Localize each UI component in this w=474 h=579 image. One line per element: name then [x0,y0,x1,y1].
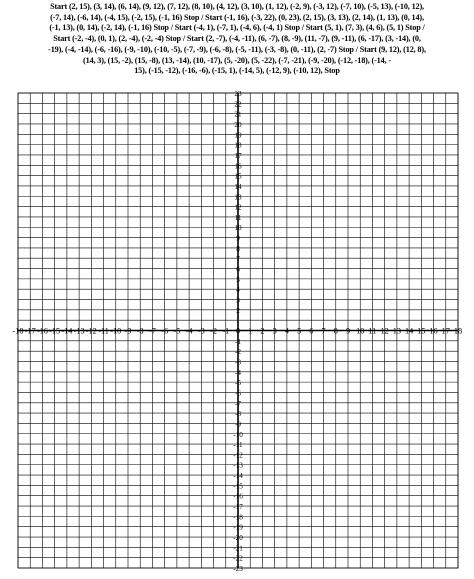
x-tick-label: 8 [333,326,338,336]
instruction-line: (-1, 13), (0, 14), (-2, 14), (-1, 16) Stop / Start (-4, 1), (-7, 1), (-4, 6), (-4, 1) Stop / Start (5, 1), (7, 3), (4, 6), (5, 1) Stop / [49,23,425,33]
x-tick-label: 1 [248,326,253,336]
y-tick-label: 4 [236,286,240,295]
x-tick-label: 13 [392,326,401,336]
x-tick-label: 15 [417,326,426,336]
y-tick-label: -1 [235,337,241,346]
y-tick-label: -16 [233,492,243,501]
x-tick-label: -6 [161,326,169,336]
y-tick-label: 17 [234,151,242,160]
y-tick-label: 23 [234,90,242,98]
x-tick-label: -16 [36,326,48,336]
y-tick-label: -22 [233,554,243,563]
y-tick-label: -23 [233,565,243,573]
y-tick-label: -8 [235,410,241,419]
x-tick-label: 11 [368,326,377,336]
x-tick-label: 7 [321,326,326,336]
instruction-line: 15), (-15, -12), (-16, -6), (-15, 1), (-14, 5), (-12, 9), (-10, 12), Stop [134,66,340,76]
y-tick-label: -2 [235,348,241,357]
x-tick-label: -10 [110,326,122,336]
y-tick-label: -4 [235,368,241,377]
x-tick-label: -11 [98,326,109,336]
y-tick-label: -7 [235,399,241,408]
x-tick-label: -14 [61,326,73,336]
y-tick-label: -3 [235,358,241,367]
y-tick-label: 5 [236,275,240,284]
x-tick-label: 18 [453,326,463,336]
x-tick-label: 9 [345,326,351,336]
y-tick-label: 11 [234,213,242,222]
x-tick-label: 3 [272,326,277,336]
y-tick-label: -6 [235,389,241,398]
x-tick-label: -7 [149,326,156,336]
y-tick-label: 12 [234,203,242,212]
y-tick-label: 3 [236,296,240,305]
y-tick-label: 22 [234,100,242,109]
y-tick-label: 9 [236,234,240,243]
y-tick-label: 18 [234,141,242,150]
y-tick-label: -14 [233,472,243,481]
x-tick-label: -12 [85,326,97,336]
x-tick-label: -5 [173,326,181,336]
x-tick-label: -8 [136,326,144,336]
x-tick-label: 4 [284,326,289,336]
x-tick-label: 6 [309,326,314,336]
y-tick-label: -12 [233,451,243,460]
y-tick-label: 20 [234,120,242,129]
y-tick-label: 8 [236,244,240,253]
y-tick-label: 15 [234,172,242,181]
instruction-line: (14, 3), (15, -2), (15, -8), (13, -14), (10, -17), (5, -20), (5, -22), (-7, -21), (-9, -20), (-12, -18), (-14, - [83,55,391,65]
x-tick-label: -18 [12,326,24,336]
x-tick-label: -15 [49,326,61,336]
x-tick-label: 12 [380,326,389,336]
y-tick-label: -20 [233,534,243,543]
y-tick-label: -17 [233,503,243,512]
y-tick-label: 7 [236,255,240,264]
y-tick-label: -21 [233,544,243,553]
y-tick-label: 2 [236,306,240,315]
x-tick-label: -13 [73,326,85,336]
x-tick-label: -9 [124,326,132,336]
x-tick-label: -17 [24,326,36,336]
x-tick-label: 2 [260,326,265,336]
y-tick-label: -13 [233,461,243,470]
y-tick-label: -10 [233,430,243,439]
y-tick-label: 6 [236,265,240,274]
instruction-line: (-7, 14), (-6, 14), (-4, 15), (-2, 15), (-1, 16) Stop / Start (-1, 16), (-3, 22), (0, 23), (2, 15), (3, 13), (2, 14), (1, 13), (0, 14), [50,12,424,22]
x-tick-label: 16 [429,326,438,336]
y-tick-label: -9 [235,420,241,429]
y-tick-label: -18 [233,513,243,522]
y-tick-label: -11 [233,441,243,450]
x-tick-label: 5 [297,326,302,336]
x-tick-label: -1 [222,326,230,336]
instruction-line: -19), (-4, -14), (-6, -16), (-9, -10), (-10, -5), (-7, -9), (-6, -8), (-5, -11), (-3, -8), (0, -11), (2, -7) Stop / Start (9, 12), (12, 8), [48,44,426,54]
y-tick-label: -19 [233,523,243,532]
y-tick-label: 16 [234,162,242,171]
y-tick-label: 19 [234,131,242,140]
y-tick-label: 13 [234,193,242,202]
y-tick-label: 14 [234,182,242,191]
y-tick-label: 10 [234,224,242,233]
x-tick-label: 0 [235,326,241,336]
x-tick-label: -2 [210,326,217,336]
x-tick-label: -3 [197,326,205,336]
instruction-line: Start (2, 15), (3, 14), (6, 14), (9, 12), (7, 12), (8, 10), (4, 12), (3, 10), (1, 12), (-2, 9), (-3, 12), (-7, 10), (-5, 13), (-10, 12), [50,2,424,11]
instruction-line: Start (-2, -4), (0, 1), (2, -4), (-2, -4) Stop / Start (2, -7), (-4, -11), (6, -7), (8, -9), (11, -7), (9, -11), (6, -17), (3, -14), (0, [53,34,421,44]
x-tick-label: 14 [405,326,414,336]
x-tick-label: -4 [185,326,193,336]
y-tick-label: -5 [235,379,241,388]
x-tick-label: 10 [356,326,365,336]
y-tick-label: -15 [233,482,243,491]
y-tick-label: 1 [236,317,240,326]
y-tick-label: 21 [234,110,242,119]
x-tick-label: 17 [441,326,450,336]
